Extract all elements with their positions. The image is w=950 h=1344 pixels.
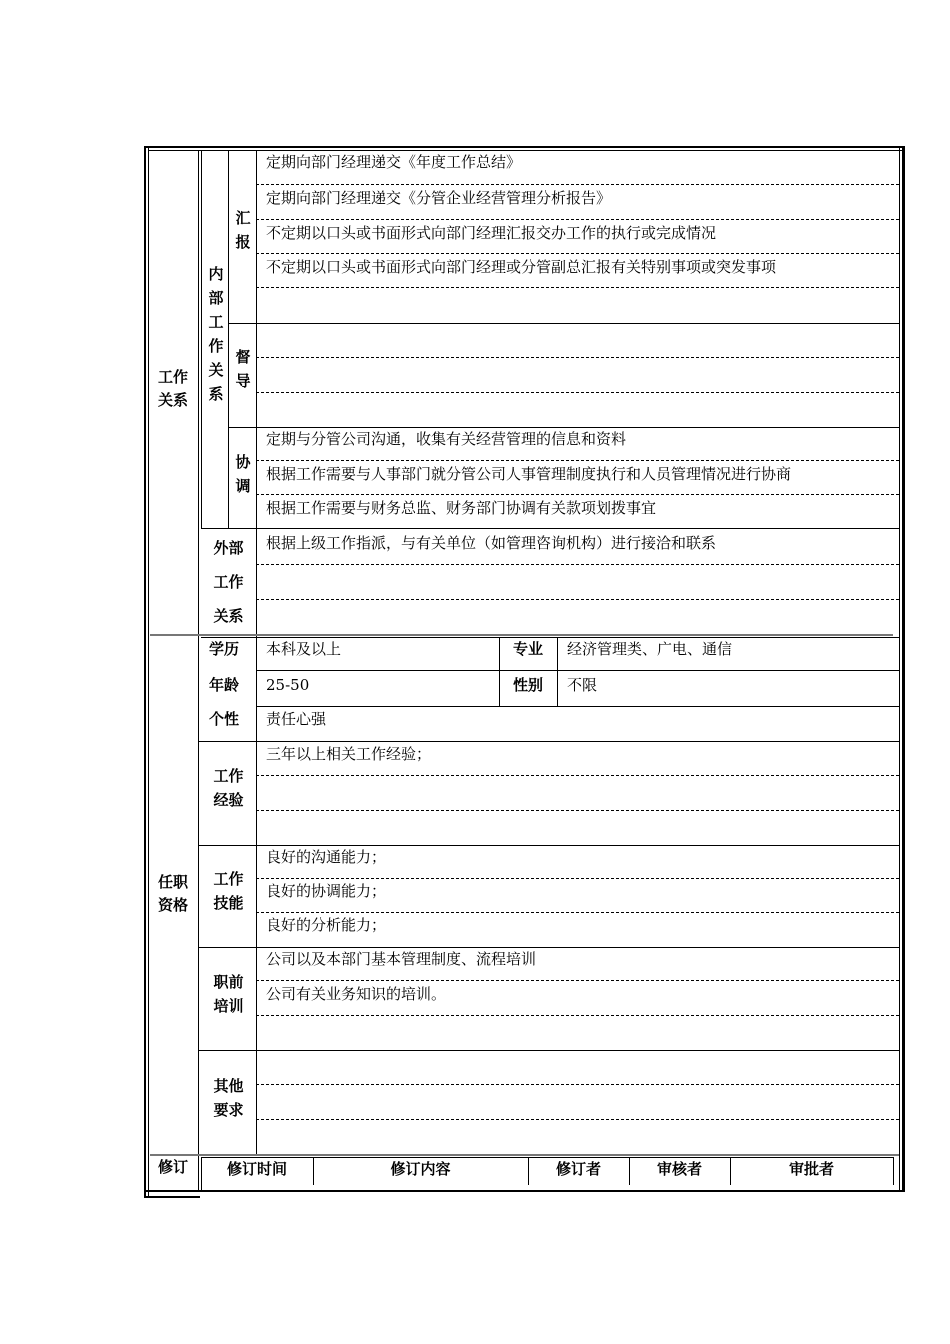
revision-top-border: [150, 1154, 899, 1156]
section-revision: 修订: [157, 1158, 188, 1176]
education-value: 本科及以上: [266, 640, 342, 658]
row-border: [198, 741, 899, 742]
revision-header-reviewer: 审核者: [656, 1160, 702, 1178]
report-row-4: 不定期以口头或书面形式向部门经理或分管副总汇报有关特别事项或突发事项: [266, 258, 777, 276]
row-border: [256, 670, 899, 671]
row-divider: [256, 494, 899, 495]
education-label: 学历: [208, 640, 239, 658]
report-row-2: 定期向部门经理递交《分管企业经营管理分析报告》: [266, 189, 612, 207]
gender-value: 不限: [567, 676, 598, 694]
row-divider: [256, 287, 899, 288]
training-label: 职前 培训: [213, 973, 244, 1015]
external-row-1: 根据上级工作指派，与有关单位（如管理咨询机构）进行接洽和联系: [266, 534, 717, 552]
skills-row-1: 良好的沟通能力；: [266, 848, 387, 866]
row-divider: [256, 184, 899, 185]
report-label: 汇 报: [235, 209, 251, 251]
other-label: 其他 要求: [213, 1077, 244, 1119]
revision-header-time: 修订时间: [226, 1160, 287, 1178]
outer-bottom-corner: [144, 1196, 200, 1198]
skills-row-3: 良好的分析能力；: [266, 916, 387, 934]
row-divider: [256, 357, 899, 358]
section-column-divider: [198, 150, 199, 1190]
section-column-divider-2: [201, 150, 202, 528]
section-work-relations: 工作 关系: [157, 368, 188, 409]
row-divider: [256, 775, 899, 776]
content-column-divider: [256, 150, 257, 1154]
outer-left-border: [144, 146, 146, 1198]
row-border: [256, 706, 899, 707]
row-divider: [256, 1084, 899, 1085]
row-divider: [256, 878, 899, 879]
row-divider: [256, 980, 899, 981]
coordinate-row-1: 定期与分管公司沟通，收集有关经营管理的信息和资料: [266, 430, 627, 448]
supervise-bottom-border: [228, 427, 899, 428]
row-divider: [256, 810, 899, 811]
section-divider: [150, 634, 893, 636]
revision-header-reviser: 修订者: [555, 1160, 601, 1178]
row-divider: [256, 392, 899, 393]
row-divider: [256, 253, 899, 254]
personality-value: 责任心强: [266, 710, 327, 728]
row-divider: [256, 219, 899, 220]
pair-divider: [557, 637, 558, 707]
supervise-label: 督 导: [235, 348, 251, 390]
row-border: [198, 845, 899, 846]
report-bottom-border: [228, 323, 899, 324]
row-divider: [256, 460, 899, 461]
row-border: [198, 1050, 899, 1051]
training-row-2: 公司有关业务知识的培训。: [266, 985, 447, 1003]
experience-label: 工作 经验: [213, 767, 244, 809]
outer-top-border: [144, 146, 905, 148]
row-divider: [256, 912, 899, 913]
internal-relations-label: 内 部 工 作 关 系: [208, 265, 224, 403]
skills-label: 工作 技能: [213, 870, 244, 912]
gender-label: 性别: [512, 676, 543, 694]
coordinate-label: 协 调: [235, 453, 251, 495]
revision-header-approver: 审批者: [788, 1160, 834, 1178]
revision-col-divider: [893, 1157, 894, 1185]
internal-column-divider: [228, 150, 229, 528]
personality-label: 个性: [208, 710, 239, 728]
section-qualifications: 任职 资格: [157, 873, 188, 914]
internal-bottom-border: [201, 528, 899, 529]
outer-right-inner-border: [899, 146, 900, 1192]
outer-top-inner-border: [148, 150, 902, 151]
major-label: 专业: [512, 640, 543, 658]
row-divider: [256, 564, 899, 565]
row-divider: [256, 1015, 899, 1016]
outer-right-border: [902, 146, 905, 1192]
age-label: 年龄: [208, 676, 239, 694]
age-value: 25-50: [266, 676, 310, 694]
report-row-1: 定期向部门经理递交《年度工作总结》: [266, 153, 522, 171]
skills-row-2: 良好的协调能力；: [266, 882, 387, 900]
row-divider: [256, 1119, 899, 1120]
training-row-1: 公司以及本部门基本管理制度、流程培训: [266, 950, 537, 968]
row-divider: [256, 599, 899, 600]
revision-header-content: 修订内容: [390, 1160, 451, 1178]
coordinate-row-3: 根据工作需要与财务总监、财务部门协调有关款项划拨事宜: [266, 499, 657, 517]
external-relations-label: 外部 工作 关系: [213, 539, 244, 625]
major-value: 经济管理类、广电、通信: [567, 640, 733, 658]
outer-left-inner-border: [148, 146, 149, 1198]
experience-row-1: 三年以上相关工作经验；: [266, 745, 432, 763]
row-border: [198, 947, 899, 948]
coordinate-row-2: 根据工作需要与人事部门就分管公司人事管理制度执行和人员管理情况进行协商: [266, 465, 792, 483]
revision-top-inner-border: [201, 1157, 893, 1158]
report-row-3: 不定期以口头或书面形式向部门经理汇报交办工作的执行或完成情况: [266, 224, 717, 242]
outer-bottom-border: [144, 1190, 905, 1192]
